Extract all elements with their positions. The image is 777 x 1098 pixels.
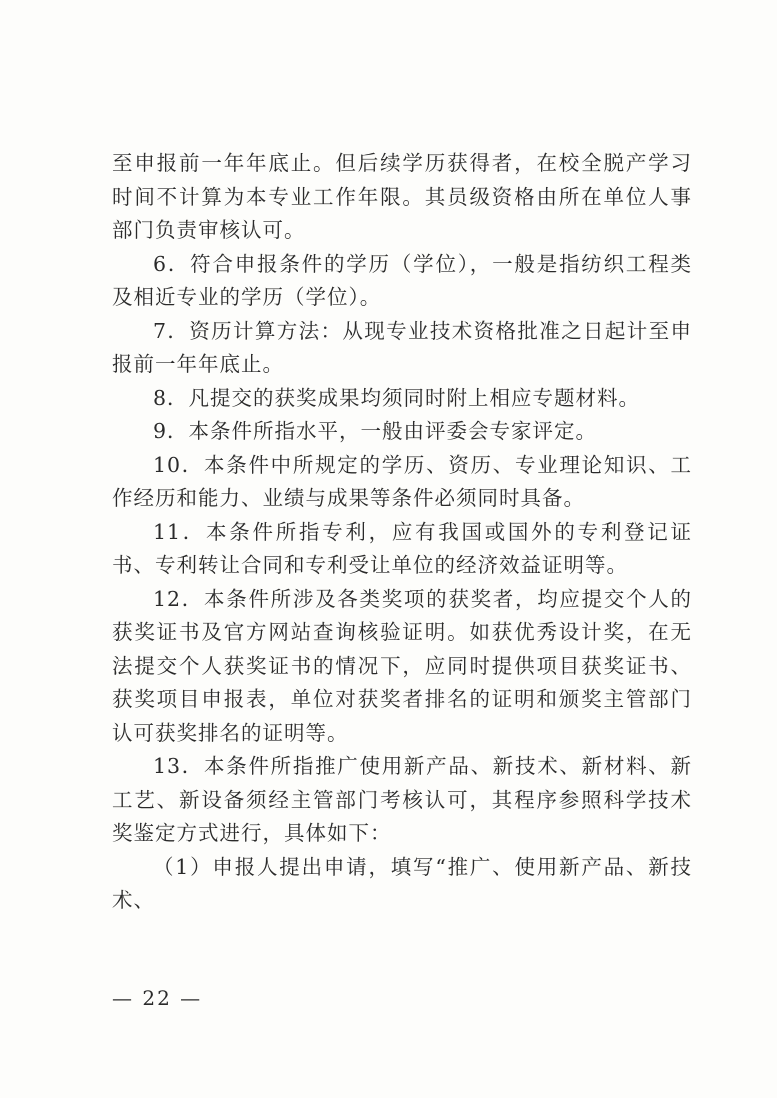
- paragraph-item-9: 9．本条件所指水平，一般由评委会专家评定。: [153, 419, 598, 443]
- paragraph-item-6: 6．符合申报条件的学历（学位），一般是指纺织工程类及相近专业的学历（学位）。: [112, 251, 692, 309]
- paragraph-item-8: 8．凡提交的获奖成果均须同时附上相应专题材料。: [153, 385, 641, 410]
- paragraph-item-13: 13．本条件所指推广使用新产品、新技术、新材料、新工艺、新设备须经主管部门考核认可，其程序参照科学技术奖鉴定方式进行，具体如下：: [112, 754, 692, 845]
- paragraph-item-11: 11．本条件所指专利，应有我国或国外的专利登记证书、专利转让合同和专利受让单位的经济效益证明等。: [112, 519, 692, 577]
- body-text: [112, 147, 692, 918]
- paragraph-item-13-1: （1）申报人提出申请，填写“推广、使用新产品、新技术、: [112, 854, 692, 912]
- paragraph-continuation: 至申报前一年年底止。但后续学历获得者，在校全脱产学习时间不计算为本专业工作年限。其员级资格由所在单位人事部门负责审核认可。: [112, 151, 692, 242]
- page-number: — 22 —: [112, 986, 203, 1010]
- paragraph-item-12: 12．本条件所涉及各类奖项的获奖者，均应提交个人的获奖证书及官方网站查询核验证明。如获优秀设计奖，在无法提交个人获奖证书的情况下，应同时提供项目获奖证书、获奖项目申报表，单位对获奖者排名的证明和颁奖主管部门认可获奖排名的证明等。: [112, 586, 692, 745]
- paragraph-item-10: 10．本条件中所规定的学历、资历、专业理论知识、工作经历和能力、业绩与成果等条件必须同时具备。: [112, 452, 692, 510]
- paragraph-item-7: 7．资历计算方法：从现专业技术资格批准之日起计至申报前一年年底止。: [112, 318, 692, 376]
